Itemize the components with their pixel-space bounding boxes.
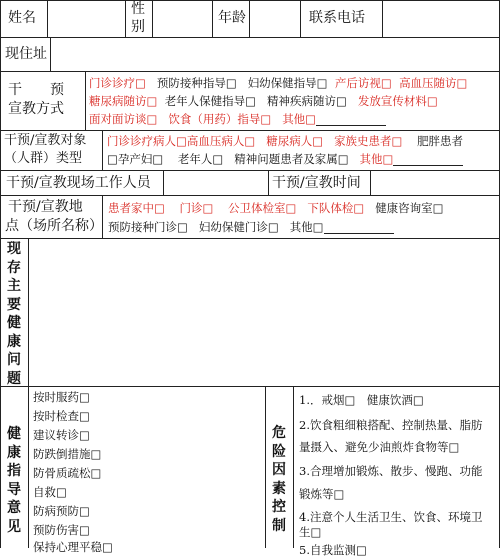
- risk-line-7[interactable]: 生□: [299, 525, 322, 539]
- address-value[interactable]: [51, 38, 498, 70]
- risk-line-8[interactable]: 5.自我监测□: [299, 543, 367, 557]
- method-label-line2: 宣教方式: [8, 101, 64, 117]
- col-divider-r1f: [300, 0, 301, 37]
- guidance-option-disease-prevention[interactable]: 防病预防□: [33, 504, 90, 518]
- time-value[interactable]: [371, 171, 498, 194]
- risk-label: 危险因素控制: [272, 425, 286, 534]
- place-option-exam-room[interactable]: 公卫体检室□: [228, 201, 297, 215]
- guidance-option-fall-prevention[interactable]: 防跌倒措施□: [33, 447, 102, 461]
- col-divider-r3: [85, 71, 86, 130]
- place-option-field-exam[interactable]: 下队体检□: [307, 201, 365, 215]
- method-option-clinic[interactable]: 门诊诊疗□: [89, 76, 146, 90]
- gender-label-line1: 性: [131, 1, 145, 17]
- target-label-line2: （人群）类型: [4, 151, 83, 166]
- risk-line-4: 3.合理增加锻炼、散步、慢跑、功能: [299, 464, 483, 478]
- method-option-interview[interactable]: 面对面访谈□: [89, 112, 158, 126]
- method-option-diet-medication[interactable]: 饮食（用药）指导□: [168, 112, 272, 126]
- target-options-line1: [107, 134, 463, 148]
- phone-label: 联系电话: [309, 10, 365, 26]
- guidance-option-self-rescue[interactable]: 自救□: [33, 485, 67, 499]
- row-divider-2: [0, 71, 500, 72]
- target-option-obesity[interactable]: 肥胖患者: [417, 134, 464, 148]
- col-divider-r5b: [268, 170, 269, 195]
- guidance-option-osteoporosis[interactable]: 防骨质疏松□: [33, 466, 102, 480]
- age-label: 年龄: [218, 10, 246, 26]
- place-option-home[interactable]: 患者家中□: [108, 201, 165, 215]
- col-divider-r8a: [28, 386, 29, 548]
- risk-line-3[interactable]: 量摄入、避免少油煎炸食物等□: [299, 440, 460, 454]
- target-options-line2: [107, 152, 463, 166]
- guidance-option-medication[interactable]: 按时服药□: [33, 390, 90, 404]
- name-value[interactable]: [48, 1, 124, 36]
- gender-value[interactable]: [153, 1, 211, 36]
- method-options-line3: [89, 112, 386, 126]
- col-divider-r4: [102, 130, 103, 170]
- method-option-mental[interactable]: 精神疾病随访□: [267, 94, 347, 108]
- place-options-line2: [108, 220, 394, 234]
- place-option-clinic[interactable]: 门诊□: [179, 201, 214, 215]
- method-option-maternal-child[interactable]: 妇幼保健指导□: [247, 76, 328, 90]
- place-options-line1: [108, 201, 444, 215]
- method-options-line1: [89, 76, 467, 90]
- col-divider-r1d: [212, 0, 213, 37]
- table-border-left: [0, 0, 1, 548]
- row-divider-5: [0, 195, 500, 196]
- place-option-other[interactable]: 其他□: [289, 220, 324, 234]
- method-option-postpartum[interactable]: 产后访视□: [334, 76, 392, 90]
- method-option-materials[interactable]: 发放宣传材料□: [357, 94, 438, 108]
- risk-line-2: 2.饮食粗细粮搭配、控制热量、脂肪: [299, 418, 483, 432]
- method-options-line2: [89, 94, 438, 108]
- guidance-option-injury-prevention[interactable]: 预防伤害□: [33, 523, 90, 537]
- guidance-label: 健康指导意见: [7, 426, 21, 535]
- place-label-line2: 点（场所名称）: [5, 218, 103, 234]
- problems-label: 现存主要健康问题: [7, 241, 21, 387]
- target-option-clinic-patients[interactable]: 门诊诊疗病人□: [107, 134, 187, 148]
- col-divider-r8c: [293, 386, 294, 548]
- target-option-elderly[interactable]: 老年人□: [177, 152, 224, 166]
- age-value[interactable]: [250, 1, 299, 36]
- staff-value[interactable]: [164, 171, 267, 194]
- col-divider-r1b: [125, 0, 126, 37]
- phone-value[interactable]: [383, 1, 498, 36]
- target-option-family-history[interactable]: 家族史患者□: [334, 134, 403, 148]
- row-divider-3: [0, 130, 500, 131]
- guidance-option-checkup[interactable]: 按时检查□: [33, 409, 90, 423]
- place-label-line1: 干预/宣教地: [8, 199, 83, 215]
- risk-line-1[interactable]: 1.．戒烟□ 健康饮酒□: [299, 393, 424, 407]
- target-other-blank[interactable]: [393, 154, 463, 166]
- target-option-diabetes[interactable]: 糖尿病人□: [266, 134, 324, 148]
- gender-label-line2: 别: [131, 19, 145, 35]
- staff-label: 干预/宣教现场工作人员: [6, 175, 151, 191]
- method-option-elderly[interactable]: 老年人保健指导□: [164, 94, 257, 108]
- address-label: 现住址: [5, 46, 47, 62]
- method-option-hypertension[interactable]: 高血压随访□: [399, 76, 468, 90]
- name-label: 姓名: [8, 10, 36, 26]
- row-divider-7: [0, 386, 500, 387]
- risk-line-6: 4.注意个人生活卫生、饮食、环境卫: [299, 510, 483, 524]
- place-option-consult-room[interactable]: 健康咨询室□: [375, 201, 444, 215]
- target-option-mental-family[interactable]: 精神问题患者及家属□: [234, 152, 349, 166]
- problems-value[interactable]: [29, 239, 498, 385]
- place-option-vaccination[interactable]: 预防接种门诊□: [108, 220, 188, 234]
- target-option-pregnant[interactable]: □孕产妇□: [107, 152, 164, 166]
- place-option-maternal-child[interactable]: 妇幼保健门诊□: [198, 220, 279, 234]
- col-divider-r8b: [265, 386, 266, 548]
- guidance-option-referral[interactable]: 建议转诊□: [33, 428, 90, 442]
- place-other-blank[interactable]: [324, 222, 394, 234]
- method-label-line1: 干 预: [8, 82, 64, 98]
- method-option-vaccination[interactable]: 预防接种指导□: [156, 76, 237, 90]
- method-other-blank[interactable]: [316, 114, 386, 126]
- method-option-diabetes[interactable]: 糖尿病随访□: [89, 94, 158, 108]
- target-label-line1: 干预/宣教对象: [4, 133, 87, 148]
- target-option-hypertension[interactable]: 高血压病人□: [186, 134, 256, 148]
- guidance-option-mental-calm[interactable]: 保持心理平稳□: [33, 540, 113, 554]
- method-option-other[interactable]: 其他□: [282, 112, 317, 126]
- time-label: 干预/宣教时间: [272, 175, 361, 191]
- target-option-other[interactable]: 其他□: [359, 152, 394, 166]
- risk-line-5[interactable]: 锻炼等□: [299, 487, 345, 501]
